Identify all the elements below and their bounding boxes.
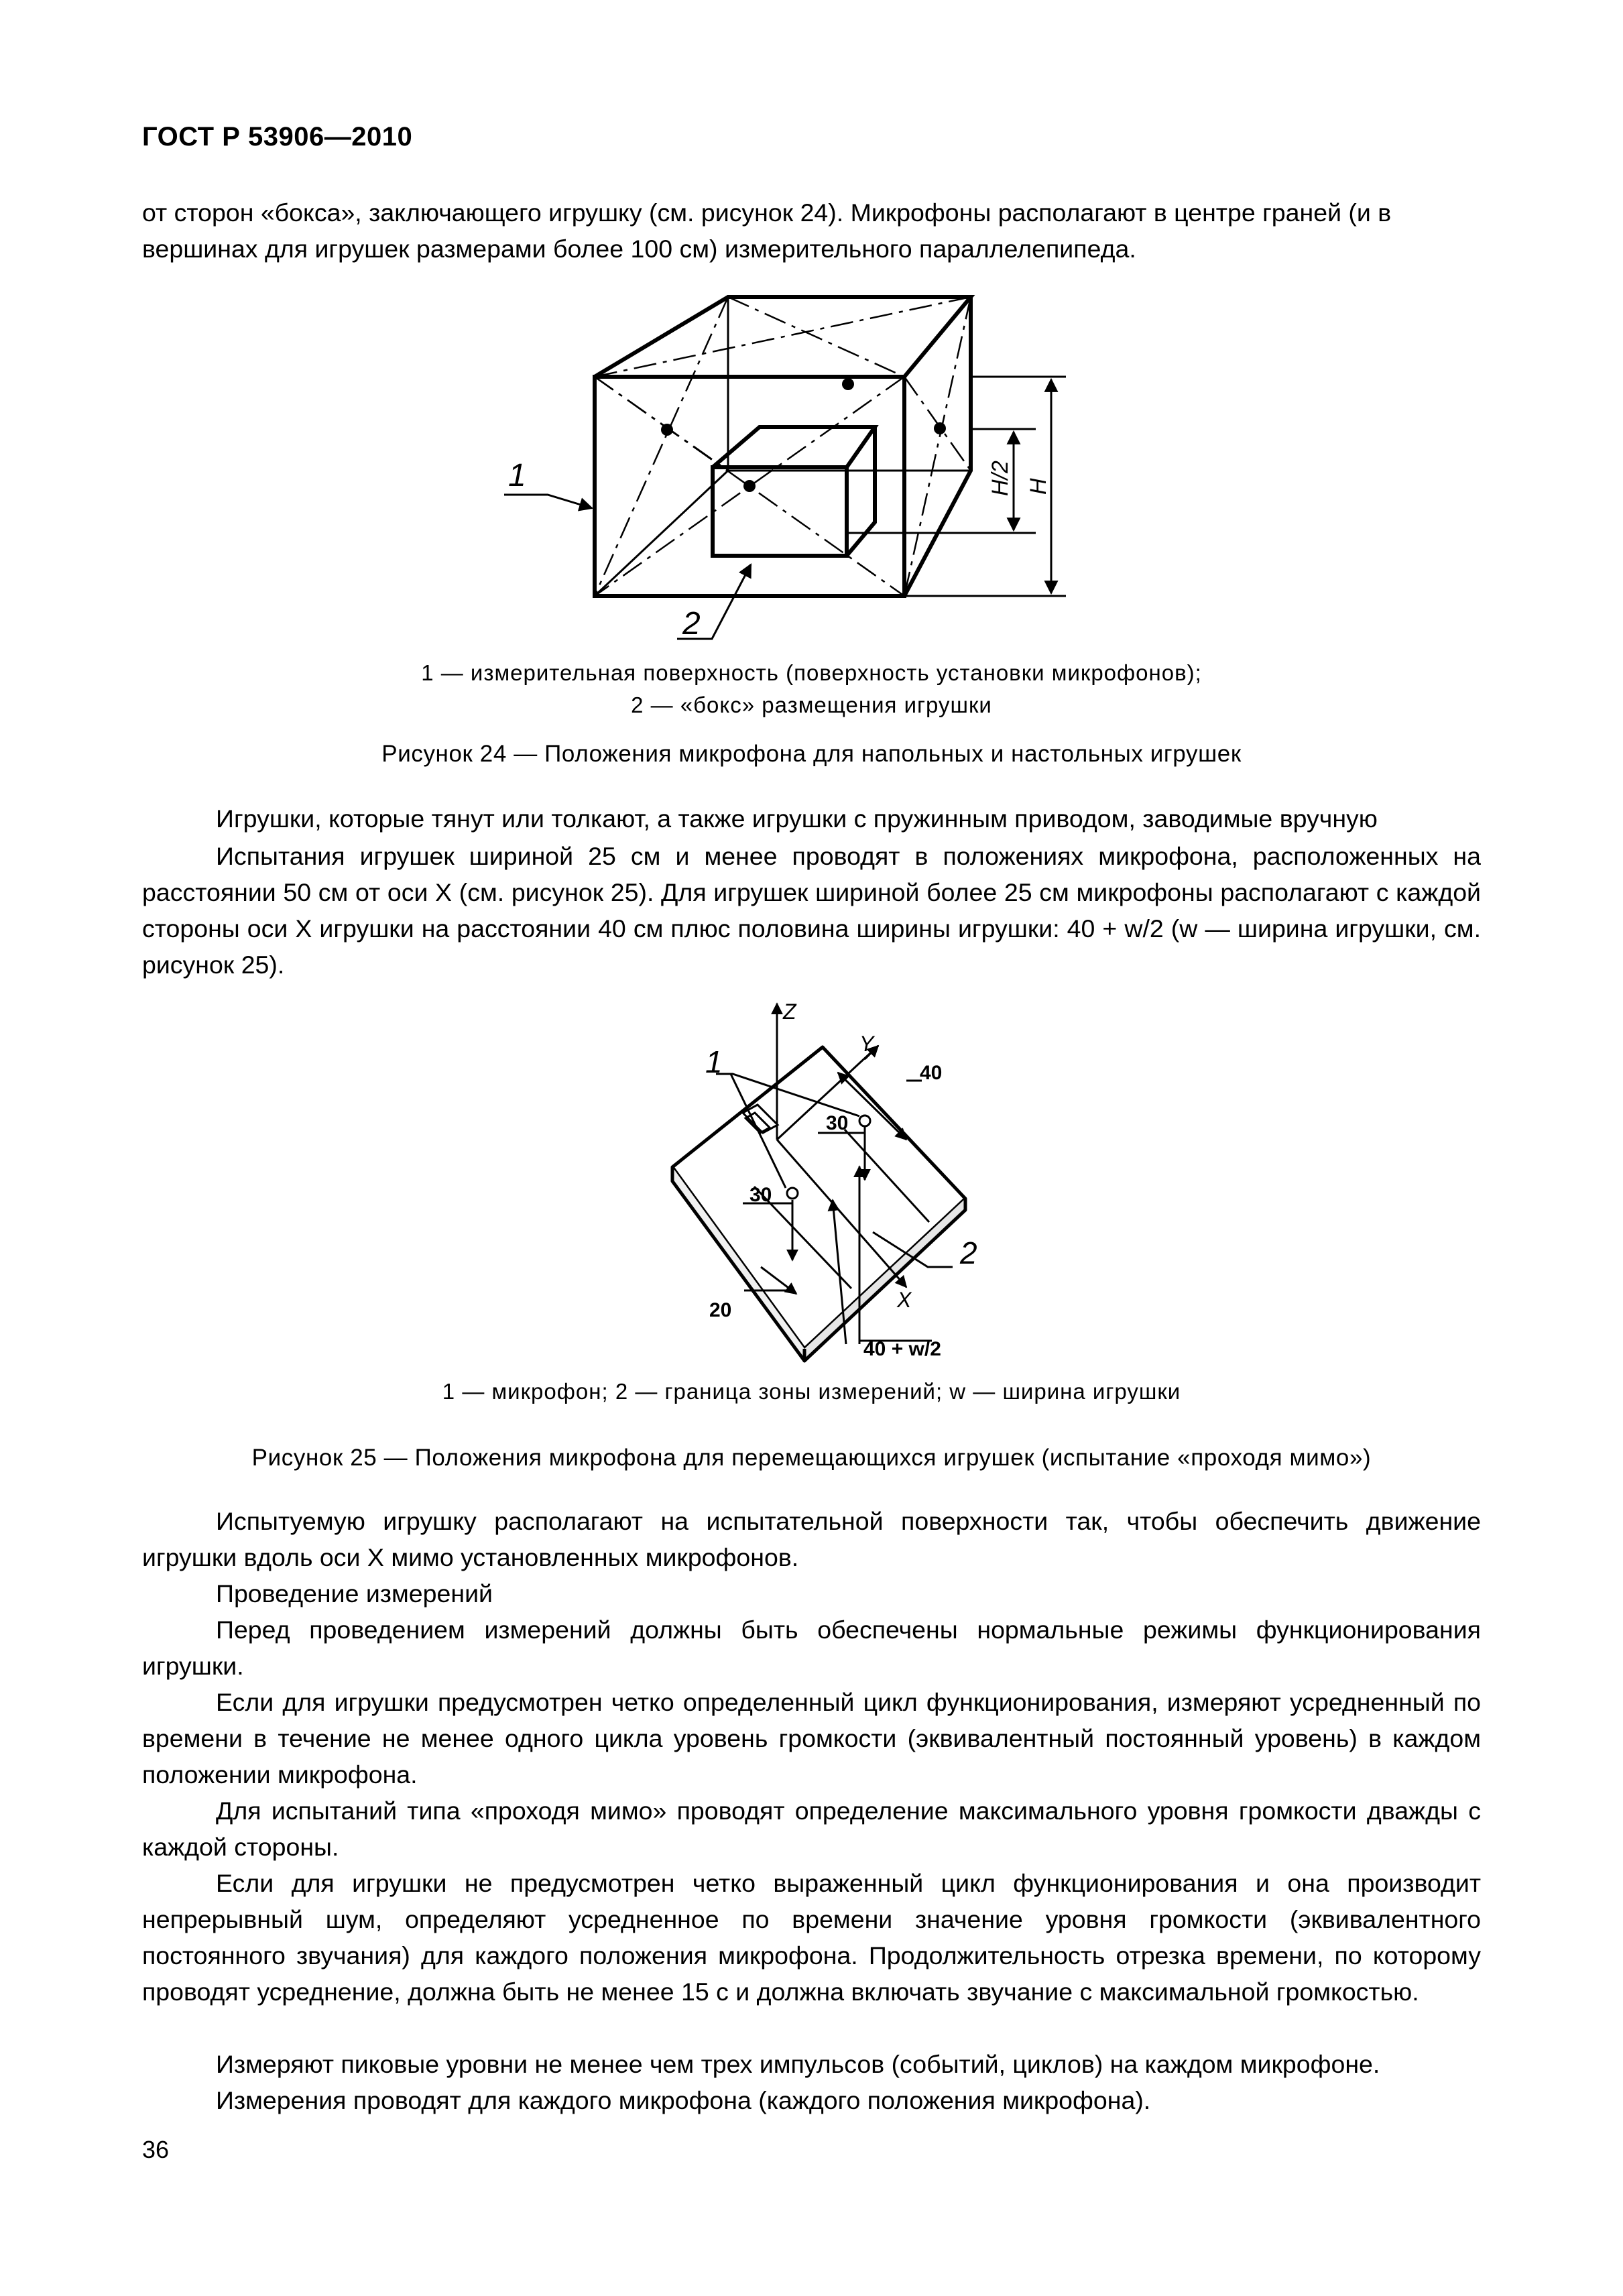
dimension-20: 20 — [709, 1299, 732, 1321]
body2-paragraph-2: Проведение измерений — [216, 1579, 493, 1608]
fig24-callout-1: 1 — [508, 458, 526, 493]
body2-paragraph-4: Если для игрушки предусмотрен четко определенный цикл функционирования, измеряют усредненный по времени в течение не менее одного цикла уровень громкости (эквивалентный постоянный уровень) в каждом положении микрофона. — [142, 1688, 1481, 1789]
dimension-label-height: H — [1026, 478, 1051, 495]
body2-paragraph-3: Перед проведением измерений должны быть обеспечены нормальные режимы функционирования игрушки. — [142, 1616, 1481, 1680]
figure-24-title: Рисунок 24 — Положения микрофона для напольных и настольных игрушек — [381, 741, 1242, 767]
intro-line-1: от сторон «бокса», заключающего игрушку (см. рисунок 24). Микрофоны располагают в центре граней (и в — [142, 198, 1392, 227]
dimension-30-left: 30 — [749, 1184, 772, 1206]
body1-paragraph-2: Испытания игрушек шириной 25 см и менее проводят в положениях микрофона, расположенных на расстоянии 50 см от оси X (см. рисунок 25). Для игрушек шириной более 25 см микрофоны располагают с каждой стороны оси X игрушки на расстоянии 40 см плюс половина ширины игрушки: 40 + w/2 (w — ширина игрушки, см. рисунок 25). — [142, 842, 1481, 979]
page-number: 36 — [142, 2136, 170, 2163]
intro-paragraph — [142, 194, 1490, 267]
figure-25-drawing — [644, 992, 1019, 1381]
fig25-callout-2: 2 — [960, 1235, 977, 1270]
body2-paragraph-1: Испытуемую игрушку располагают на испытательной поверхности так, чтобы обеспечить движение игрушки вдоль оси X мимо установленных микрофонов. — [142, 1507, 1481, 1571]
figure-24-legend — [142, 657, 1481, 721]
figure-24-drawing — [469, 282, 1113, 664]
body1-paragraph-1: Игрушки, которые тянут или толкают, а также игрушки с пружинным приводом, заводимые вручную — [216, 804, 1378, 833]
fig24-legend-line-2: 2 — «бокс» размещения игрушки — [631, 692, 992, 717]
microphone-point-front — [743, 480, 756, 492]
document-header: ГОСТ Р 53906—2010 — [142, 122, 413, 152]
fig24-legend-line-1: 1 — измерительная поверхность (поверхность установки микрофонов); — [421, 660, 1202, 685]
microphone-point-left — [661, 424, 673, 436]
axis-z-label: Z — [783, 1000, 796, 1024]
body2-paragraph-7: Измеряют пиковые уровни не менее чем трех импульсов (событий, циклов) на каждом микрофоне. — [216, 2050, 1380, 2078]
body2-paragraph-8: Измерения проводят для каждого микрофона (каждого положения микрофона). — [216, 2086, 1151, 2114]
microphone-point-top — [842, 378, 854, 390]
axis-y-label: Y — [859, 1032, 874, 1056]
dimension-40-plus-half-width: 40 + w/2 — [863, 1338, 941, 1360]
axis-x-label: X — [897, 1288, 912, 1312]
figure-25-title: Рисунок 25 — Положения микрофона для перемещающихся игрушек (испытание «проходя мимо») — [251, 1445, 1372, 1471]
dimension-30-top: 30 — [826, 1112, 849, 1134]
body2-paragraph-6: Если для игрушки не предусмотрен четко выраженный цикл функционирования и она производит непрерывный шум, определяют усредненное по времени значение уровня громкости (эквивалентного постоянного звучания) для каждого положения микрофона. Продолжительность отрезка времени, по которому проводят усреднение, должна быть не менее 15 с и должна включать звучание с максимальной громкостью. — [142, 1869, 1481, 2006]
fig25-callout-1: 1 — [705, 1044, 723, 1079]
figure-25-legend: 1 — микрофон; 2 — граница зоны измерений; w — ширина игрушки — [442, 1379, 1181, 1404]
microphone-point-right — [934, 422, 946, 434]
dimension-40: 40 — [920, 1062, 943, 1084]
dimension-label-half-height: H/2 — [987, 461, 1013, 496]
inner-box-front — [713, 467, 847, 556]
body2-paragraph-5: Для испытаний типа «проходя мимо» проводят определение максимального уровня громкости дважды с каждой стороны. — [142, 1797, 1481, 1861]
intro-line-2: вершинах для игрушек размерами более 100 см) измерительного параллелепипеда. — [142, 235, 1136, 263]
fig24-callout-2: 2 — [682, 606, 701, 642]
